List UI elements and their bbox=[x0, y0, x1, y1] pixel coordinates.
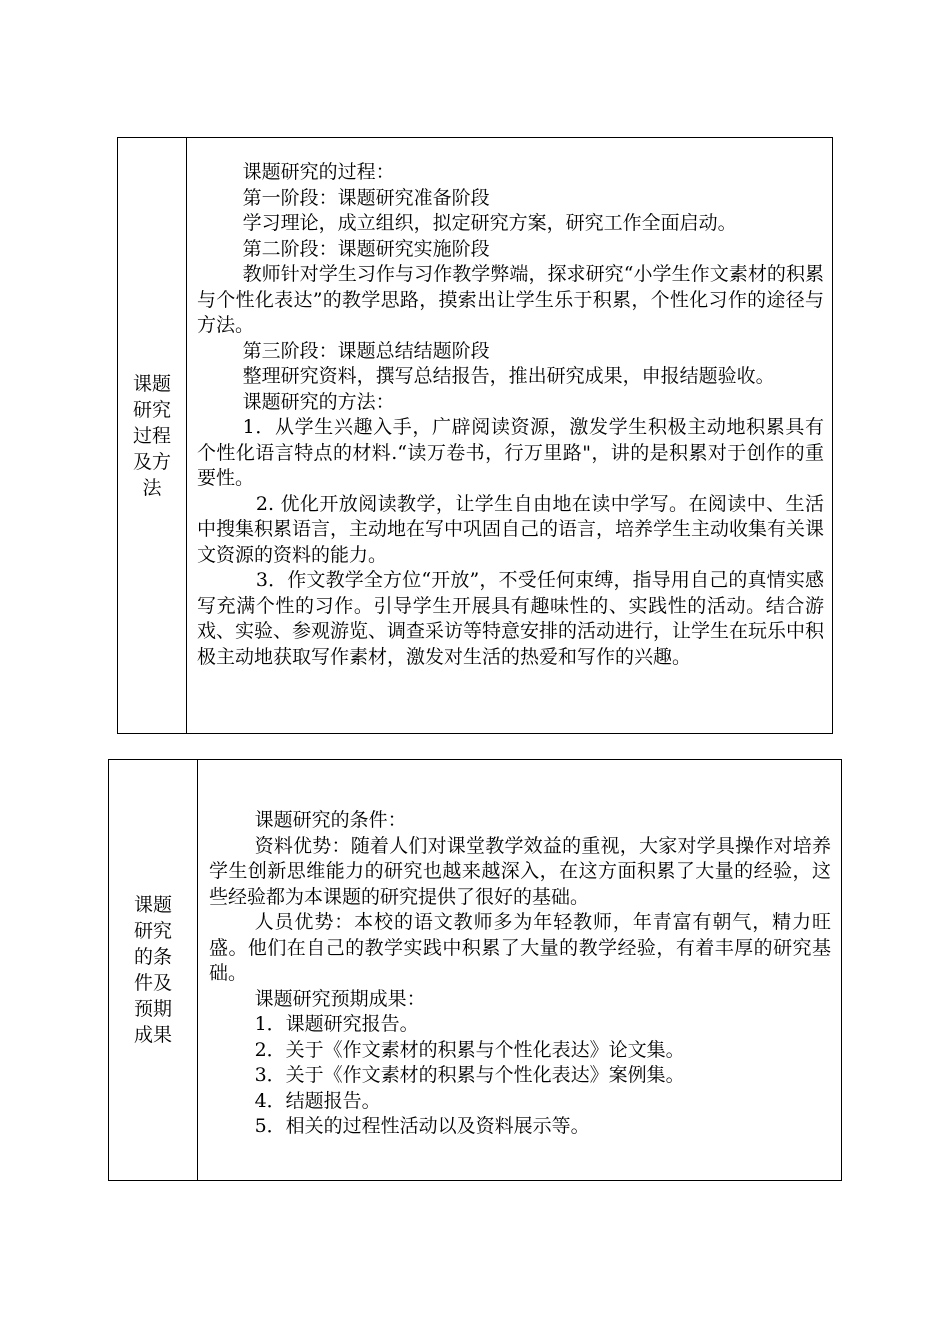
stage-three-title: 第三阶段：课题总结结题阶段 bbox=[242, 339, 490, 362]
method-item-2: 2. 优化开放阅读教学，让学生自由地在读中学写。在阅读中、生活中搜集积累语言，主动地在写中巩固自己的语言，培养学生主动收集有关课文资源的资料的能力。 bbox=[197, 492, 825, 566]
conditions-heading: 课题研究的条件： bbox=[254, 809, 407, 831]
stage-three-text: 整理研究资料，撰写总结报告，推出研究成果，申报结题验收。 bbox=[242, 365, 775, 387]
resource-advantage: 资料优势：随着人们对课堂教学效益的重视，大家对学具操作对培养学生创新思维能力的研究也越来越深入，在这方面积累了大量的经验，这些经验都为本课题的研究提供了很好的基础。 bbox=[209, 834, 831, 908]
stage-one-text: 学习理论，成立组织，拟定研究方案，研究工作全面启动。 bbox=[242, 212, 737, 234]
outcome-item-3: 3．关于《作文素材的积累与个性化表达》案例集。 bbox=[254, 1064, 685, 1086]
method-item-1: 1．从学生兴趣入手，广辟阅读资源，激发学生积极主动地积累具有个性化语言特点的材料.“读万卷书，行万里路"，讲的是积累对于创作的重要性。 bbox=[197, 416, 824, 489]
stage-two-title: 第二阶段：课题研究实施阶段 bbox=[242, 237, 490, 260]
process-heading: 课题研究的过程： bbox=[242, 161, 395, 183]
process-methods-label-cell bbox=[118, 138, 187, 733]
method-item-3: 3．作文教学全方位“开放”，不受任何束缚，指导用自己的真情实感写充满个性的习作。引导学生开展具有趣味性的、实践性的活动。结合游戏、实验、参观游览、调查采访等特意安排的活动进行，让学生在玩乐中积极主动地获取写作素材，激发对生活的热爱和写作的兴趣。 bbox=[197, 569, 825, 668]
stage-two-text: 教师针对学生习作与习作教学弊端，探求研究“小学生作文素材的积累与个性化表达”的教学思路，摸索出让学生乐于积累，个性化习作的途径与方法。 bbox=[197, 263, 824, 336]
outcome-item-4: 4．结题报告。 bbox=[254, 1089, 381, 1112]
outcome-item-1: 1．课题研究报告。 bbox=[254, 1013, 419, 1035]
conditions-outcomes-table bbox=[108, 759, 842, 1181]
outcome-item-5: 5．相关的过程性活动以及资料展示等。 bbox=[254, 1115, 590, 1137]
process-methods-content bbox=[187, 138, 832, 733]
conditions-outcomes-content bbox=[198, 760, 841, 1180]
outcomes-heading: 课题研究预期成果： bbox=[254, 987, 426, 1010]
process-methods-label: 课题研究过程及方法 bbox=[132, 372, 171, 499]
outcome-item-2: 2．关于《作文素材的积累与个性化表达》论文集。 bbox=[254, 1038, 685, 1061]
conditions-outcomes-label: 课题研究的条件及预期成果 bbox=[133, 894, 172, 1046]
methods-heading: 课题研究的方法： bbox=[242, 390, 395, 413]
staff-advantage: 人员优势：本校的语文教师多为年轻教师，年青富有朝气，精力旺盛。他们在自己的教学实践中积累了大量的教学经验，有着丰厚的研究基础。 bbox=[209, 911, 831, 984]
process-methods-table bbox=[117, 137, 833, 734]
conditions-outcomes-label-cell bbox=[109, 760, 198, 1180]
stage-one-title: 第一阶段：课题研究准备阶段 bbox=[242, 186, 490, 209]
